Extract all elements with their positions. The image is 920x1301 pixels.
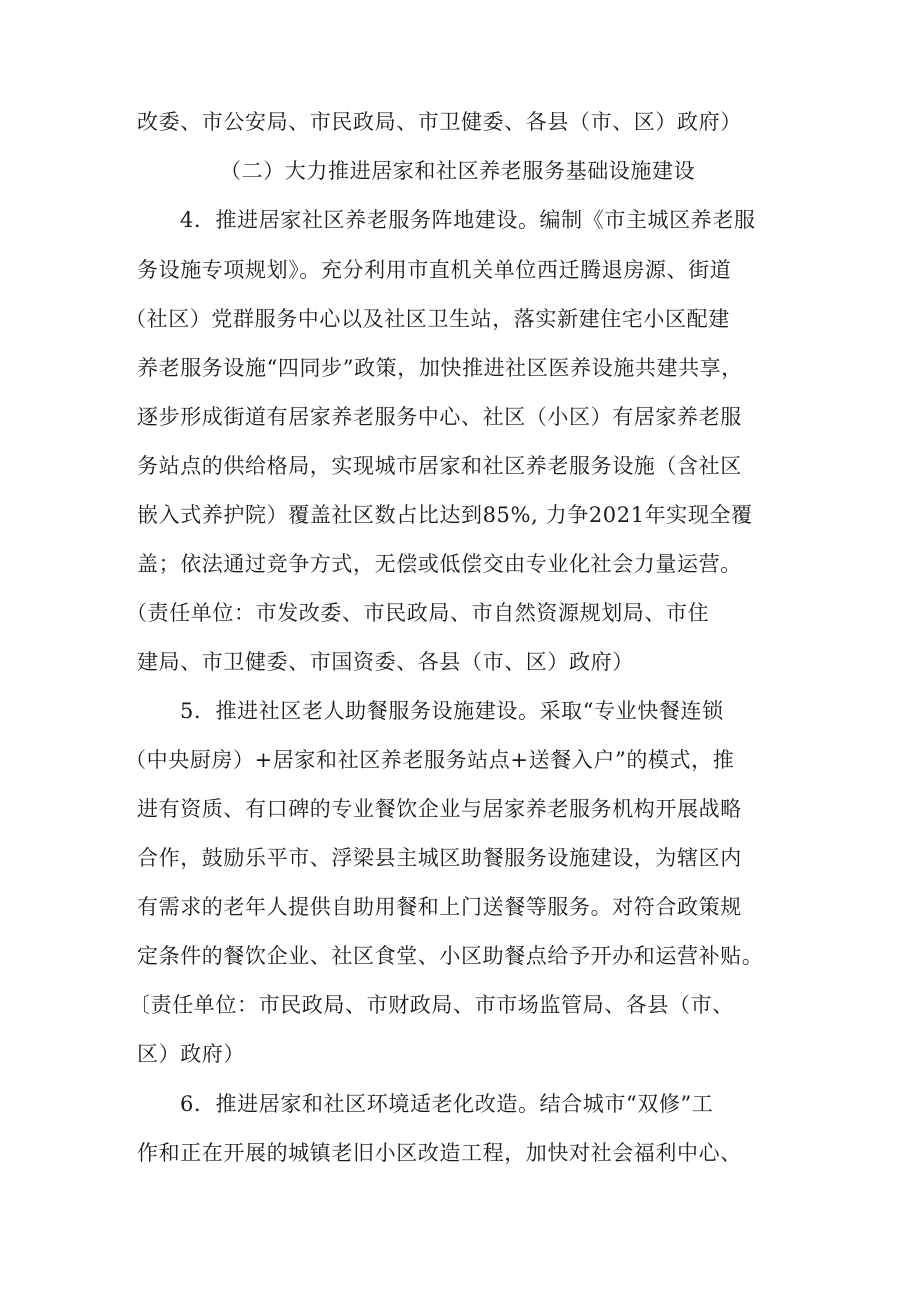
item-4-line-1: 4．推进居家社区养老服务阵地建设。编制《市主城区养老服 (180, 208, 756, 232)
item-5-responsibility-line-2: 区）政府） (137, 1042, 245, 1066)
item-4-line-5: 逐步形成街道有居家养老服务中心、社区（小区）有居家养老服 (137, 405, 742, 429)
item-5-line-3: 进有资质、有口碑的专业餐饮企业与居家养老服务机构开展战略 (137, 797, 742, 821)
item-4-line-6: 务站点的供给格局，实现城市居家和社区养老服务设施（含社区 (137, 454, 742, 478)
item-5-line-6: 定条件的餐饮企业、社区食堂、小区助餐点给予开办和运营补贴。 (137, 944, 764, 968)
item-4-line-4: 养老服务设施“四同步”政策，加快推进社区医养设施共建共享， (137, 356, 743, 380)
item-4-responsibility-line-2: 建局、市卫健委、市国资委、各县（市、区）政府） (137, 650, 634, 674)
text-line-1: 改委、市公安局、市民政局、市卫健委、各县（市、区）政府） (137, 110, 742, 134)
item-5-responsibility-line-1: 〔责任单位：市民政局、市财政局、市市场监管局、各县（市、 (129, 993, 734, 1017)
item-4-responsibility-line-1: （责任单位：市发改委、市民政局、市自然资源规划局、市住 (126, 601, 710, 625)
item-6-line-1: 6．推进居家和社区环境适老化改造。结合城市“双修”工 (180, 1092, 714, 1116)
item-5-line-4: 合作，鼓励乐平市、浮梁县主城区助餐服务设施建设，为辖区内 (137, 846, 742, 870)
item-4-line-7: 嵌入式养护院）覆盖社区数占比达到85%, 力争2021年实现全覆 (137, 503, 753, 527)
item-4-line-2: 务设施专项规划》。充分利用市直机关单位西迁腾退房源、街道 (137, 258, 732, 282)
item-6-line-2: 作和正在开展的城镇老旧小区改造工程，加快对社会福利中心、 (137, 1141, 742, 1165)
item-4-line-8: 盖；依法通过竞争方式，无偿或低偿交由专业化社会力量运营。 (137, 552, 742, 576)
item-5-line-5: 有需求的老年人提供自助用餐和上门送餐等服务。对符合政策规 (137, 895, 742, 919)
section-heading: （二）大力推进居家和社区养老服务基础设施建设 (220, 159, 696, 183)
item-5-line-1: 5．推进社区老人助餐服务设施建设。采取“专业快餐连锁 (180, 699, 724, 723)
item-4-line-3: （社区）党群服务中心以及社区卫生站，落实新建住宅小区配建 (125, 307, 730, 331)
item-5-line-2: （中央厨房）+居家和社区养老服务站点+送餐入户”的模式，推 (125, 748, 735, 772)
